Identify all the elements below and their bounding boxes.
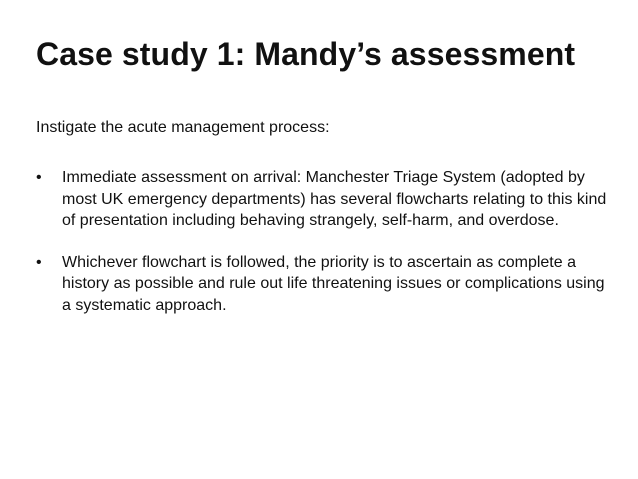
intro-text: Instigate the acute management process: — [36, 119, 330, 136]
bullet-marker-icon: • — [36, 253, 42, 271]
bullet-marker-icon: • — [36, 169, 42, 186]
bullet-item — [36, 167, 616, 232]
slide-title: Case study 1: Mandy’s assessment — [36, 36, 576, 72]
bullet-list — [36, 167, 616, 336]
bullet-text: Whichever flowchart is followed, the priority is to ascertain as complete a history as possible and rule out life threatening issues or complications using a systematic approach. — [62, 253, 605, 314]
bullet-text: Immediate assessment on arrival: Manchester Triage System (adopted by most UK emergency departments) has several flowcharts relating to this kind of presentation including behaving strangely, self-harm, and overdose. — [62, 169, 607, 229]
bullet-item — [36, 252, 616, 317]
